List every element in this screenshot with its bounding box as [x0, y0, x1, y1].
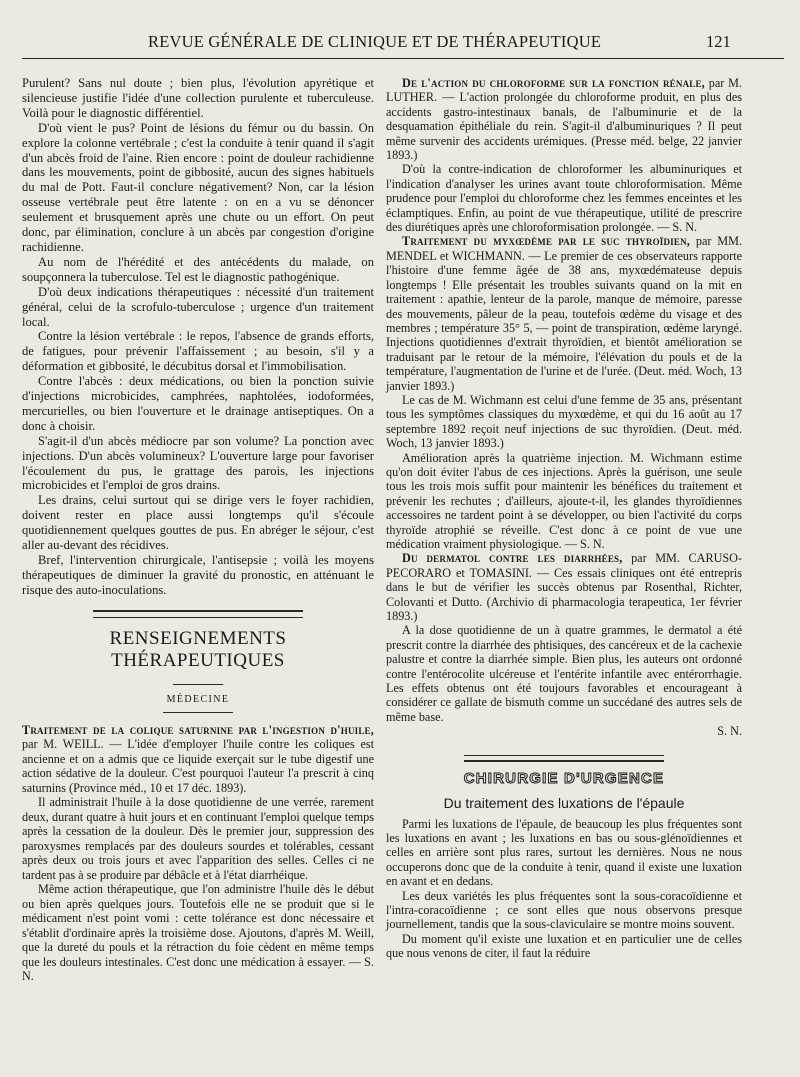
paragraph: Contre l'abcès : deux médications, ou bien la ponction suivie d'injections microbicides, camphrées, naphtolées, iodoformées, mercurielles, ou bien l'ouverture et le drainage antiseptiques. On a donc à choisir.	[22, 374, 374, 433]
article-paragraph: Il administrait l'huile à la dose quotidienne de une verrée, rarement deux, durant quatre à huit jours et en continuant l'emploi quelque temps après la cessation de la douleur. Dès le premier jour, suppression des paroxysmes remplacés par des douleurs sourdes et tolérables, cessant après deux ou trois jours et avec l'apparition des selles. Celles ci ne tardent pas à se produire par débâcle et à l'état diarrhéique.	[22, 795, 374, 882]
article-paragraph: A la dose quotidienne de un à quatre grammes, le dermatol a été prescrit contre la diarrhée des phtisiques, des cancéreux et de la cachexie palustre et contre la diarrhée simple. Bien plus, les auteurs ont ordonné contre l'entérocolite ulcéreuse et l'entérite infantile avec entérorrhagie. Les effets obtenus ont été toujours favorables et encourageant à considérer ce gallate de bismuth comme un succédané des autres sels de même base.	[386, 623, 742, 724]
paragraph: Les drains, celui surtout qui se dirige vers le foyer rachidien, doivent rester en place aussi longtemps qu'il s'écoule quotidiennement quelques gouttes de pus. En abréger le séjour, c'est aller au-devant des récidives.	[22, 493, 374, 553]
article-paragraph: Le cas de M. Wichmann est celui d'une femme de 35 ans, présentant tous les symptômes classiques du myxœdème, et qui du 16 août au 17 septembre 1892 reçoit neuf injections de suc thyroïdien. (Deut. méd. Woch, 13 janvier 1893.)	[386, 392, 742, 451]
section-title: CHIRURGIE D'URGENCE	[463, 769, 665, 787]
running-head	[0, 32, 800, 56]
article-paragraph	[22, 723, 374, 796]
page-number: 121	[706, 32, 731, 51]
article-text: par M. WEILL. — L'idée d'employer l'huile contre les coliques est ancienne et on a admis que ce liquide exerçait sur le tube digestif une action sédative de la douleur. C'est pourquoi l'auteur l'a prescrit à cinq saturnins (Province méd., 10 et 17 déc. 1893).	[22, 737, 374, 795]
article-paragraph: Les deux variétés les plus fréquentes sont la sous-coracoïdienne et l'intra-coracoïdienne ; ce sont elles que nous observons presque journellement, tandis que la sous-claviculaire se montre moins souvent.	[386, 888, 742, 932]
running-title: REVUE GÉNÉRALE DE CLINIQUE ET DE THÉRAPEUTIQUE	[148, 32, 602, 51]
article-title: Du traitement des luxations de l'épaule	[443, 795, 685, 812]
article-text: par M. LUTHER. — L'action prolongée du chloroforme produit, en plus des accidents gastro-intestinaux banals, de l'albuminurie et de la desquamation épithéliale du rein. S'agit-il d'albuminuriques ? Il peut même survenir des accidents urémiques. (Presse méd. belge, 22 janvier 1893.)	[386, 76, 742, 163]
subhead-rule	[173, 684, 223, 685]
article-paragraph: Du moment qu'il existe une luxation et en particulier une de celles que nous venons de citer, il faut la réduire	[386, 931, 742, 961]
article-paragraph	[386, 234, 742, 392]
article-text: par MM. CARUSO-PECORARO et TOMASINI. — Ces essais cliniques ont été entrepris dans le but de vérifier les succès obtenus par Rosenthal, Richter, Colovanti et Dutto. (Archivio di pharmacologia terapeutica, 1er février 1893.)	[386, 551, 743, 624]
article-lead: Traitement de la colique saturnine par l'ingestion d'huile,	[22, 722, 374, 737]
article-paragraph	[386, 551, 742, 623]
article-paragraph: Amélioration après la quatrième injection. M. Wichmann estime qu'on doit éviter l'abus de ces injections. Après la guérison, une seule tous les trois mois suffit pour maintenir les bénéfices du traitement et prévenir les rechutes ; d'ailleurs, ajoute-t-il, les glandes thyroïdiennes accessoires ne tardent point à se développer, ou bien l'activité du corps thyroïde atrophié se réveille. C'est donc à ce point de vue une médication vraiment physiologique. — S. N.	[386, 450, 742, 551]
paragraph: Au nom de l'hérédité et des antécédents du malade, on soupçonnera la tuberculose. Tel est le diagnostic pathogénique.	[22, 254, 374, 284]
signature: S. N.	[717, 724, 742, 739]
article-text: par MM. MENDEL et WICHMANN. — Le premier de ces observateurs rapporte l'histoire d'une femme âgée de 38 ans, myxœdémateuse depuis longtemps ! Elle présentait les troubles suivants quand on la mit en traitement : apathie, lenteur de la parole, manque de mémoire, paresse des mouvements, pâleur de la peau, toutefois œdème du visage et des membres ; température 35° 5, — point de transpiration, œdème laryngé. Injections quotidiennes d'extrait thyroïdien, et bientôt amélioration se traduisant par le retour de la mémoire, l'élévation du pouls et de la température, l'augmentation de l'urine et de l'urée. (Deut. méd. Woch, 13 janvier 1893.)	[386, 234, 742, 393]
subhead: MÉDECINE	[166, 693, 230, 705]
paragraph: Bref, l'intervention chirurgicale, l'antisepsie ; voilà les moyens thérapeutiques de diminuer la gravité du pronostic, en atténuant le risque des auto-inoculations.	[22, 553, 374, 597]
header-rule	[22, 58, 784, 59]
article-lead: Traitement du myxœdème par le suc thyroïdien,	[402, 234, 691, 249]
article-paragraph: Même action thérapeutique, que l'on administre l'huile dès le début ou bien après quelques jours. Toutefois elle ne se produit que si le médicament n'est point vomi : cette tolérance est donc nécessaire et s'établit d'ordinaire après la troisième dose. Ajoutons, d'après M. Weill, que la dureté du pouls et la rétraction du foie cèdent en même temps que les douleurs intestinales. C'est donc une médication à essayer. — S. N.	[22, 882, 374, 984]
paragraph: S'agit-il d'un abcès médiocre par son volume? La ponction avec injections. D'un abcès volumineux? L'ouverture large pour favoriser l'écoulement du pus, le grattage des parois, les injections microbicides et l'emploi de gros drains.	[22, 433, 374, 493]
paragraph: Purulent? Sans nul doute ; bien plus, l'évolution apyrétique et silencieuse justifie l'idée d'une collection purulente et tuberculeuse. Voilà pour le diagnostic différentiel.	[22, 76, 374, 120]
paragraph: Contre la lésion vertébrale : le repos, l'absence de grands efforts, de fatigues, pour prévenir l'affaissement ; au besoin, s'il y a déformation et gibbosité, le décubitus dorsal et l'immobilisation.	[22, 329, 374, 374]
paragraph: D'où deux indications thérapeutiques : nécessité d'un traitement général, celui de la scrofulo-tuberculose ; urgence d'un traitement local.	[22, 284, 374, 329]
article-paragraph: Parmi les luxations de l'épaule, de beaucoup les plus fréquentes sont les luxations en avant ; les luxations en bas ou sous-glénoïdiennes et celles en arrière sont plus rares, surtout les dernières. Nous ne nous occuperons donc que de la conduite à tenir, quand il existe une luxation en avant et en dedans.	[386, 816, 742, 889]
left-column	[22, 76, 374, 984]
paragraph: D'où vient le pus? Point de lésions du fémur ou du bassin. On explore la colonne vertébrale ; c'est la conduite à tenir quand il s'agit d'un abcès froid de l'aine. Rien encore : point de douleur rachidienne dans les mouvements, point de gibbosité, aucun des signes habituels du mal de Pott. Faut-il conclure négativement? Non, car la lésion osseuse vertébrale peut être latente : on en a vu se dénoncer seulement et brusquement après une chute ou un effort. On peut donc, par élimination, conclure à un abcès par congestion d'origine rachidienne.	[22, 120, 374, 254]
right-column	[386, 76, 742, 961]
subhead-rule	[163, 712, 233, 713]
section-title: RENSEIGNEMENTS THÉRAPEUTIQUES	[109, 627, 287, 671]
article-lead: Du dermatol contre les diarrhées,	[402, 551, 623, 566]
article-lead: De l'action du chloroforme sur la fonction rénale,	[402, 76, 705, 90]
section-divider	[93, 610, 303, 618]
article-paragraph	[386, 76, 742, 162]
article-paragraph: D'où la contre-indication de chloroformer les albuminuriques et l'indication d'analyser les urines avant toute chloroformisation. Même prudence pour l'emploi du chloroforme chez les femmes enceintes et les éclamptiques. Enfin, au point de vue thérapeutique, utilité de prescrire des diurétiques après une chloroformisation prolongée. — S. N.	[386, 162, 742, 235]
section-divider	[464, 755, 664, 762]
